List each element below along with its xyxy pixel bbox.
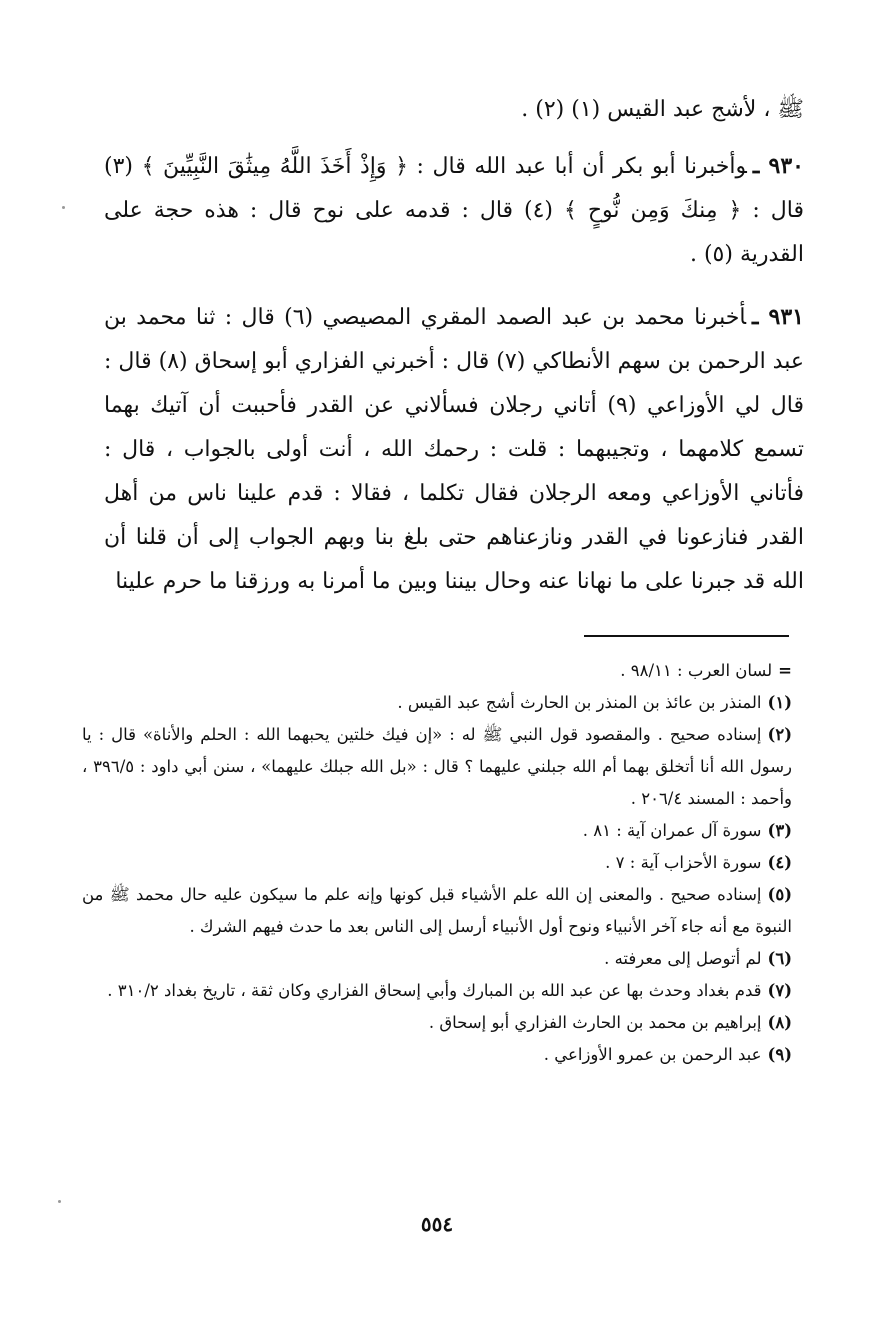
footnote-text: سورة آل عمران آية : ٨١ . [582, 821, 762, 840]
footnote [82, 687, 792, 719]
footnote [82, 943, 792, 975]
footnote [82, 655, 792, 687]
entry-number: ٩٣١ ـ [752, 304, 804, 330]
footnote-mark: (٥) [767, 885, 792, 904]
footnote-text: إبراهيم بن محمد بن الحارث الفزاري أبو إسحاق . [428, 1013, 762, 1032]
footnote-mark: (٧) [767, 981, 792, 1000]
footnote-text: لم أتوصل إلى معرفته . [604, 949, 762, 968]
entry-930 [104, 144, 804, 277]
continuation-line: ﷺ ، لأشج عبد القيس (١) (٢) . [521, 97, 804, 122]
footnote [82, 975, 792, 1007]
footnote-text: إسناده صحيح . والمعنى إن الله علم الأشياء قبل كونها وإنه علم ما سيكون عليه حال محمد ﷺ من النبوة مع أنه جاء آخر الأنبياء ونوح أول الأنبياء أرسل إلى الناس بعد ما حدث فيهم الشرك . [82, 885, 792, 936]
entry-931 [104, 295, 804, 604]
footnote-text: المنذر بن عائذ بن المنذر بن الحارث أشج عبد القيس . [397, 693, 762, 712]
footnote-text: إسناده صحيح . والمقصود قول النبي ﷺ له : «إن فيك خلتين يحبهما الله : الحلم والأناة» قال : يا رسول الله أنا أتخلق بهما أم الله جبلني عليهما ؟ قال : «بل الله جبلك عليهما» ، سنن أبي داود : ٣٩٦/٥ ، وأحمد : المسند ٢٠٦/٤ . [82, 725, 792, 808]
footnote-text: عبد الرحمن بن عمرو الأوزاعي . [543, 1045, 762, 1064]
footnote [82, 1007, 792, 1039]
footnotes [82, 655, 792, 1071]
footnote-text: لسان العرب : ٩٨/١١ . [620, 661, 773, 680]
footnote-mark: = [778, 661, 792, 680]
footnote-text: سورة الأحزاب آية : ٧ . [605, 853, 762, 872]
footnote-mark: (٢) [767, 725, 792, 744]
footnote [82, 847, 792, 879]
scan-speck [62, 206, 65, 209]
footnote [82, 879, 792, 943]
footnote-mark: (٦) [767, 949, 792, 968]
entry-number: ٩٣٠ ـ [752, 153, 804, 179]
page-number: ٥٥٤ [420, 1212, 454, 1236]
footnote [82, 1039, 792, 1071]
footnote-text: قدم بغداد وحدث بها عن عبد الله بن المبارك وأبي إسحاق الفزاري وكان ثقة ، تاريخ بغداد ٣١٠/٢ . [107, 981, 762, 1000]
footnote-mark: (١) [767, 693, 792, 712]
entry-text: وأخبرنا أبو بكر أن أبا عبد الله قال : ﴿ وَإِذْ أَخَذَ اللَّهُ مِيثَٰقَ النَّبِيِّينَ ﴾ (٣) قال : ﴿ مِنكَ وَمِن نُّوحٍ ﴾ (٤) قال : قدمه على نوح قال : هذه حجة على القدرية (٥) . [104, 154, 804, 267]
footnote [82, 815, 792, 847]
footnote-mark: (٩) [767, 1045, 792, 1064]
footnote-mark: (٣) [767, 821, 792, 840]
scan-speck [58, 1200, 61, 1203]
footnote [82, 719, 792, 815]
footnote-mark: (٤) [767, 853, 792, 872]
main-text [104, 88, 804, 622]
entry-text: أخبرنا محمد بن عبد الصمد المقري المصيصي (٦) قال : ثنا محمد بن عبد الرحمن بن سهم الأنطاكي (٧) قال : أخبرني الفزاري أبو إسحاق (٨) قال : قال لي الأوزاعي (٩) أتاني رجلان فسألاني عن القدر فأحببت أن آتيك بهما تسمع كلامهما ، وتجيبهما : قلت : رحمك الله ، أنت أولى بالجواب ، قال : فأتاني الأوزاعي ومعه الرجلان فقال تكلما ، فقالا : قدم علينا ناس من أهل القدر فنازعونا في القدر ونازعناهم حتى بلغ بنا وبهم الجواب إلى أن قلنا أن الله قد جبرنا على ما نهانا عنه وحال بيننا وبين ما أمرنا به ورزقنا ما حرم علينا [104, 305, 805, 594]
footnote-mark: (٨) [767, 1013, 792, 1032]
footnote-separator [584, 635, 789, 637]
